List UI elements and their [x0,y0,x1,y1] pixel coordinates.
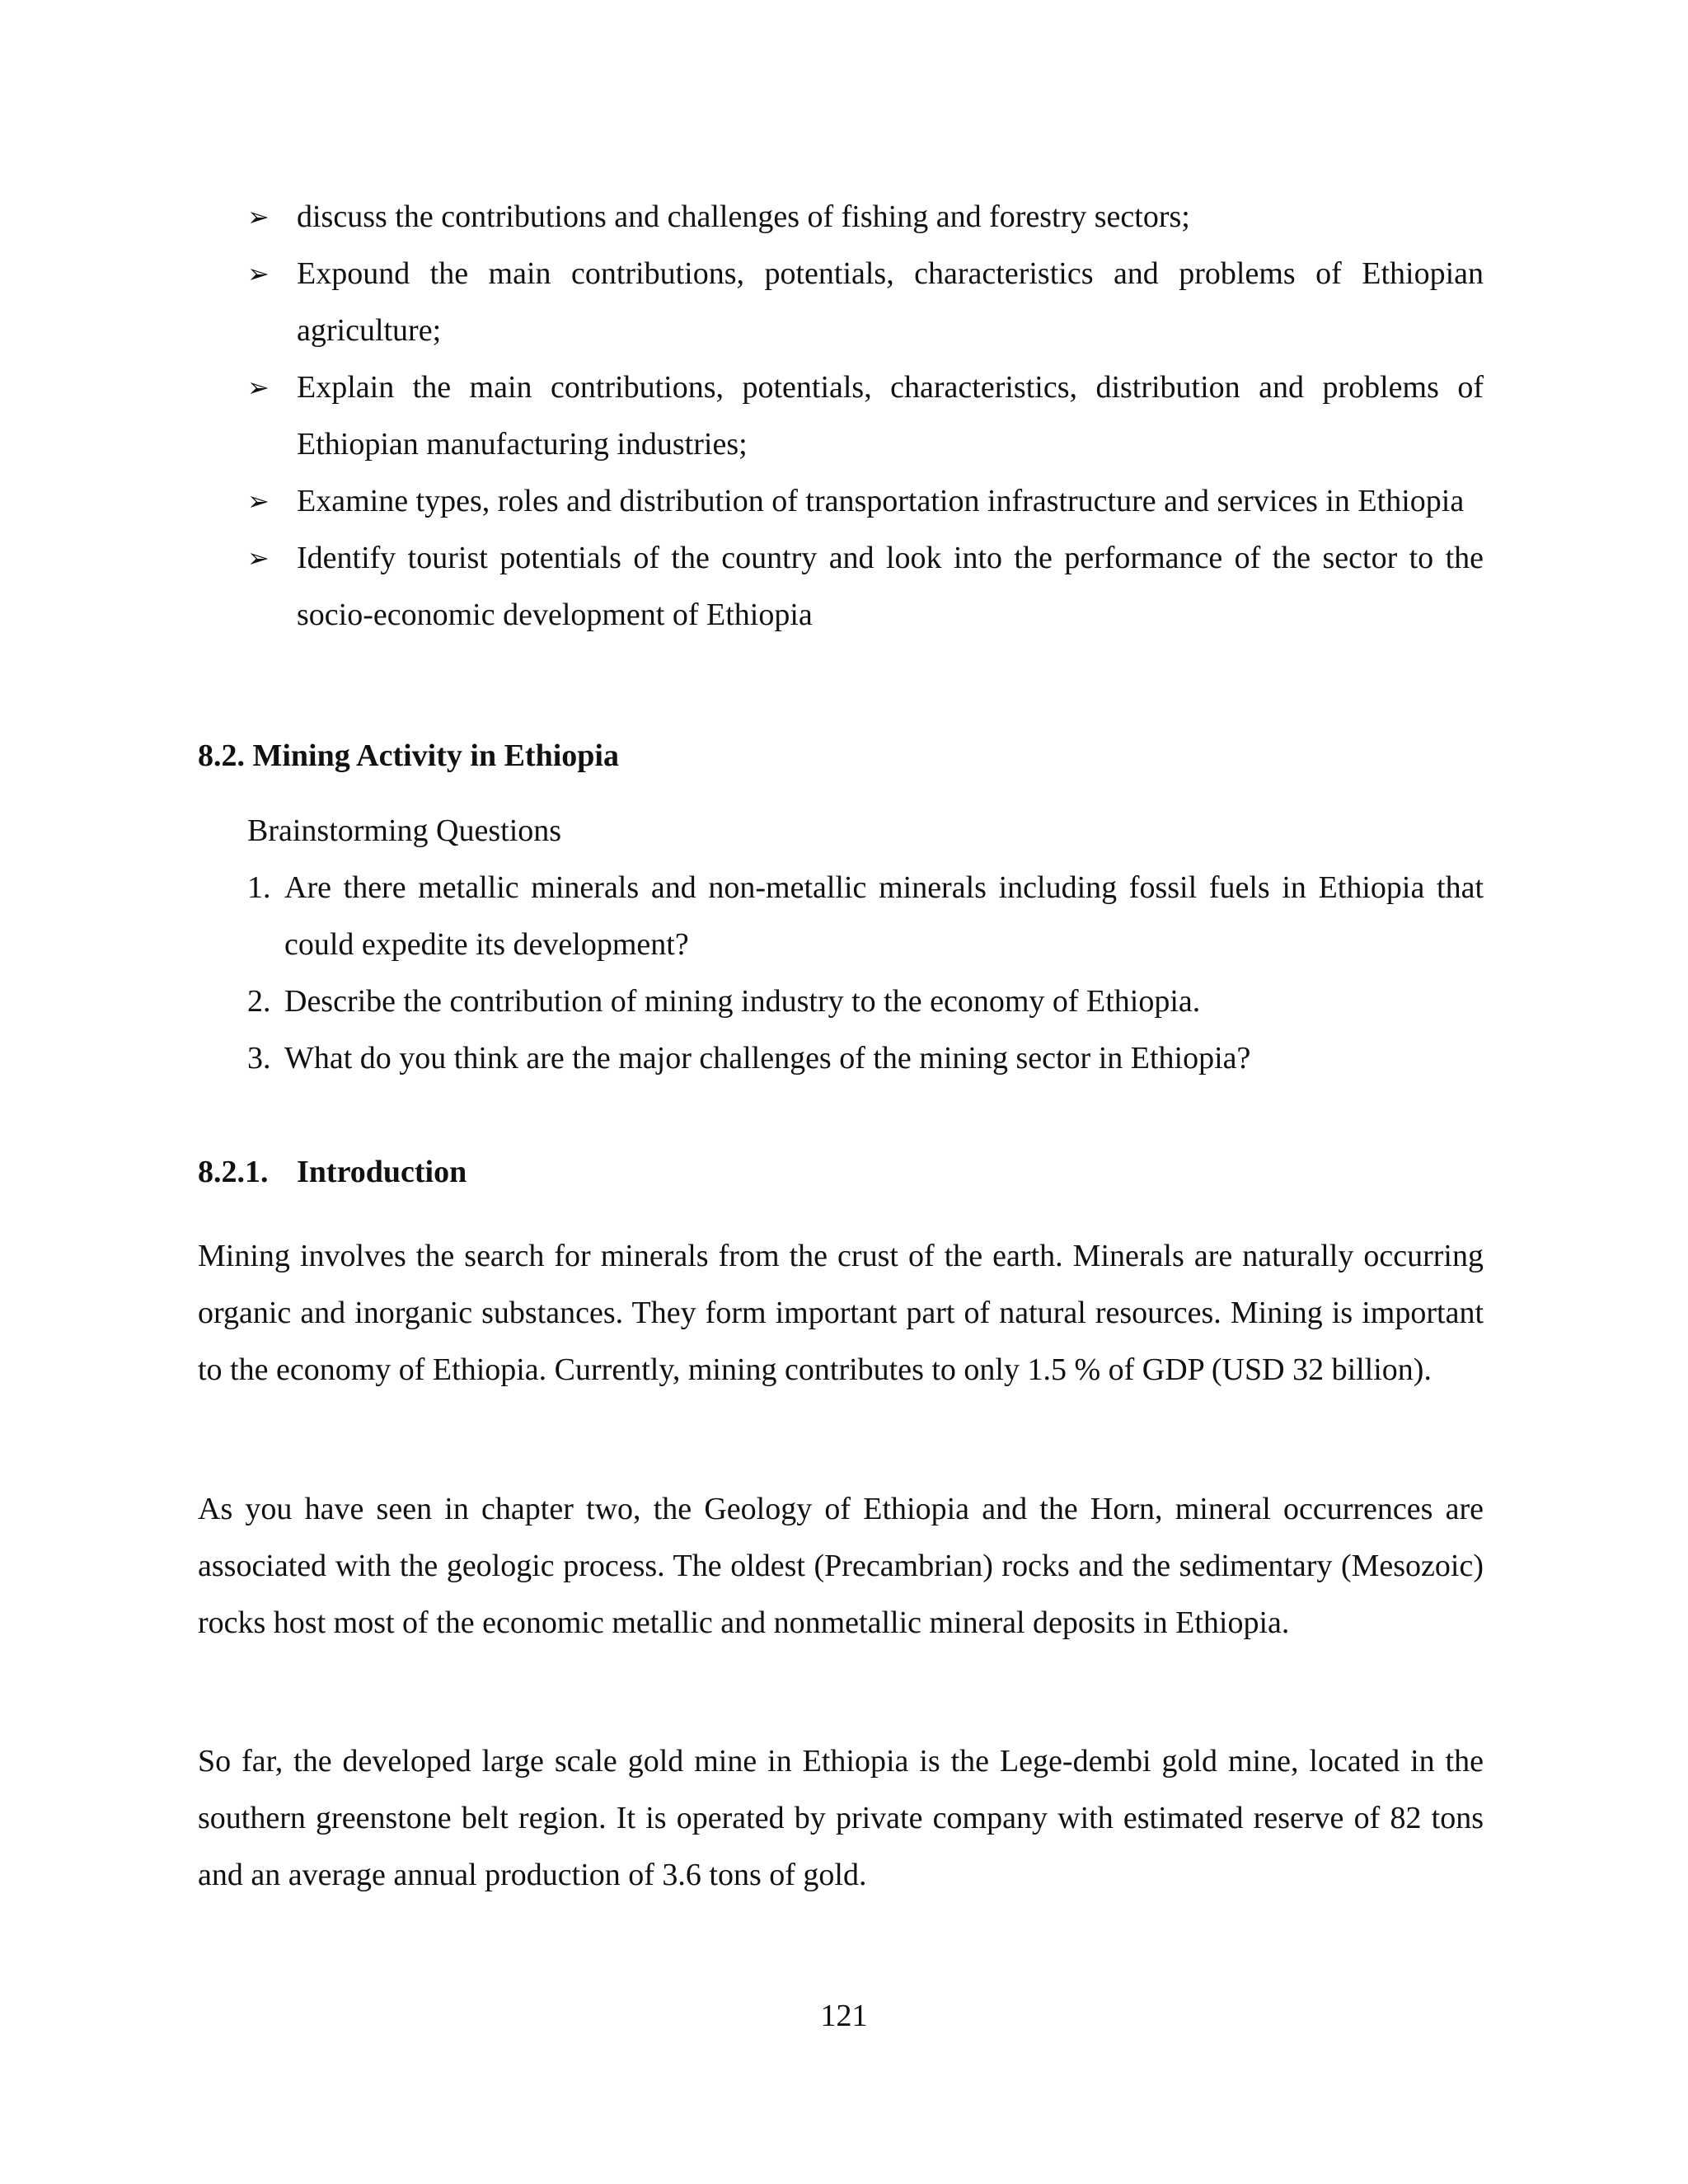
subsection-heading [198,1144,467,1201]
objectives-list [247,189,1484,644]
subsection-number: 8.2.1. [198,1155,269,1189]
objective-text: discuss the contributions and challenges of fishing and forestry sectors; [297,199,1190,234]
question-item [247,973,1484,1030]
arrow-bullet-icon: ➢ [247,485,270,517]
question-number: 2. [247,984,271,1019]
paragraph: So far, the developed large scale gold mine in Ethiopia is the Lege-dembi gold mine, located in the southern greenstone belt region. It is operated by private company with estimated reserve of 82 tons and an average annual production of 3.6 tons of gold. [198,1744,1484,1892]
paragraph: Mining involves the search for minerals from the crust of the earth. Minerals are naturally occurring organic and inorganic substances. They form important part of natural resources. Mining is important to the economy of Ethiopia. Currently, mining contributes to only 1.5 % of GDP (USD 32 billion). [198,1239,1484,1387]
questions-list [247,860,1484,1087]
brainstorming-label: Brainstorming Questions [247,813,562,848]
paragraph: As you have seen in chapter two, the Geology of Ethiopia and the Horn, mineral occurrences are associated with the geologic process. The oldest (Precambrian) rocks and the sedimentary (Mesozoic) rocks host most of the economic metallic and nonmetallic mineral deposits in Ethiopia. [198,1492,1484,1640]
list-item [247,530,1484,644]
question-text: Describe the contribution of mining industry to the economy of Ethiopia. [284,984,1201,1019]
arrow-bullet-icon: ➢ [247,542,270,574]
question-number: 1. [247,870,271,905]
list-item [247,246,1484,359]
question-item [247,860,1484,973]
objective-text: Explain the main contributions, potentials, characteristics, distribution and problems of Ethiopian manufacturing industries; [297,370,1484,462]
list-item [247,359,1484,473]
objective-text: Identify tourist potentials of the country and look into the performance of the sector to the socio-economic development of Ethiopia [297,541,1484,632]
list-item [247,189,1484,246]
question-text: What do you think are the major challenges of the mining sector in Ethiopia? [284,1041,1251,1076]
objective-text: Examine types, roles and distribution of transportation infrastructure and services in Ethiopia [297,484,1465,518]
question-item [247,1030,1484,1087]
question-text: Are there metallic minerals and non-metallic minerals including fossil fuels in Ethiopia that could expedite its development? [284,870,1484,962]
page-number: 121 [820,1999,868,2033]
question-number: 3. [247,1041,271,1076]
arrow-bullet-icon: ➢ [247,201,270,232]
section-heading: 8.2. Mining Activity in Ethiopia [198,738,619,773]
list-item [247,473,1484,530]
subsection-title: Introduction [297,1155,467,1189]
arrow-bullet-icon: ➢ [247,372,270,403]
arrow-bullet-icon: ➢ [247,258,270,289]
objective-text: Expound the main contributions, potentials, characteristics and problems of Ethiopian agriculture; [297,256,1484,348]
